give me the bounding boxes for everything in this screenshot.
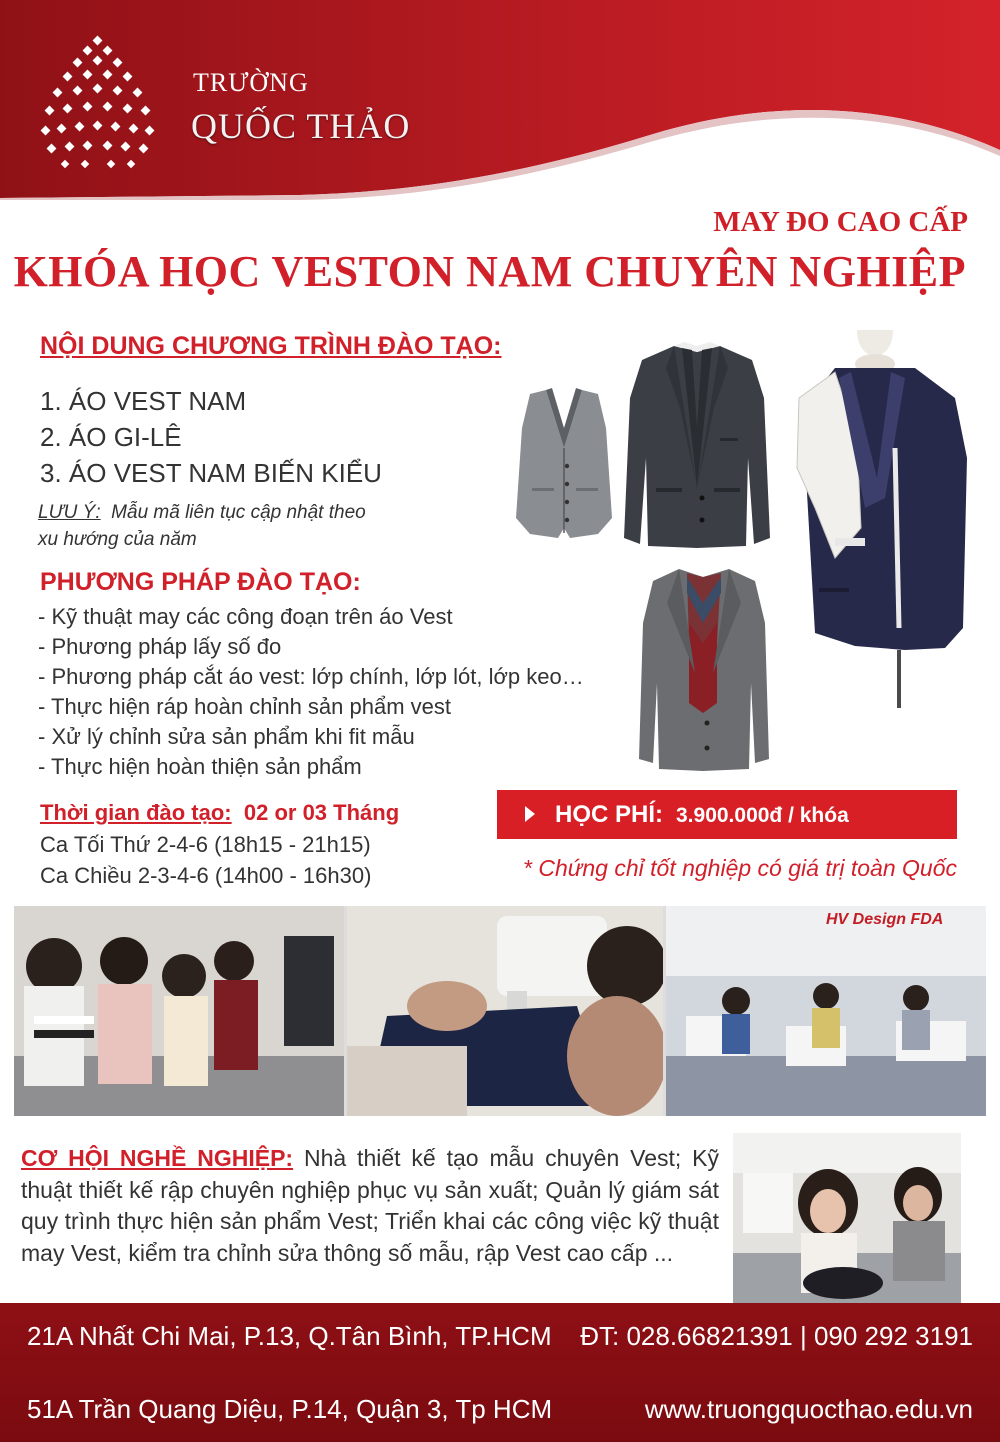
logo-text-big: QUỐC THẢO <box>191 106 411 146</box>
note <box>38 499 366 553</box>
classroom-photo <box>14 906 344 1116</box>
brand-watermark: HV Design FDA <box>826 911 944 928</box>
footer <box>0 1303 1000 1442</box>
career-text: Nhà thiết kế tạo mẫu chuyên Vest; Kỹ thuật thiết kế rập chuyên nghiệp phục vụ sản xuất; Quản lý giám sát quy trình thực hiện sản phẩm Vest; Triển khai các công việc kỹ thuật may Vest, kiểm tra chỉnh sửa thông số mẫu, rập Vest cao cấp ... <box>21 1145 719 1266</box>
certificate-note: * Chứng chỉ tốt nghiệp có giá trị toàn Quốc <box>523 855 957 881</box>
phone: ĐT: 028.66821391 | 090 292 3191 <box>580 1321 973 1351</box>
method-item: - Kỹ thuật may các công đoạn trên áo Vest <box>38 604 453 629</box>
address-2: 51A Trần Quang Diệu, P.14, Quận 3, Tp HCM <box>27 1394 553 1424</box>
method-item: - Thực hiện hoàn thiện sản phẩm <box>38 754 362 779</box>
students-sewing-photo <box>733 1133 961 1305</box>
method-list <box>38 602 584 782</box>
content-list <box>40 383 382 491</box>
photo-strip <box>14 906 986 1116</box>
wool-coat-image <box>637 563 772 773</box>
logo-diamond-icon <box>38 35 158 175</box>
sewing-photo <box>347 906 663 1116</box>
vest-waistcoat-image <box>510 388 618 540</box>
shift-afternoon: Ca Chiều 2-3-4-6 (14h00 - 16h30) <box>40 863 372 888</box>
website-link[interactable]: www.truongquocthao.edu.vn <box>644 1394 973 1424</box>
career-paragraph <box>21 1143 719 1269</box>
workshop-photo <box>666 906 986 1116</box>
fee-label: HỌC PHÍ: <box>555 801 663 828</box>
method-item: - Phương pháp lấy số đo <box>38 634 282 659</box>
method-item: - Xử lý chỉnh sửa sản phẩm khi fit mẫu <box>38 724 415 749</box>
career-heading: CƠ HỘI NGHỀ NGHIỆP: <box>21 1145 294 1171</box>
mannequin-jacket-image <box>795 328 975 708</box>
content-item: 1. ÁO VEST NAM <box>40 386 247 416</box>
fee-value: 3.900.000đ / khóa <box>676 804 849 827</box>
tagline: MAY ĐO CAO CẤP <box>713 206 968 238</box>
triangle-arrow-icon <box>525 806 535 822</box>
content-heading: NỘI DUNG CHƯƠNG TRÌNH ĐÀO TẠO: <box>40 332 502 360</box>
schedule-duration: 02 or 03 Tháng <box>243 800 400 825</box>
method-item: - Phương pháp cắt áo vest: lớp chính, lớp lót, lớp keo… <box>38 664 584 689</box>
note-text: Mẫu mã liên tục cập nhật theo <box>111 502 366 523</box>
course-title: KHÓA HỌC VESTON NAM CHUYÊN NGHIỆP <box>13 247 966 296</box>
note-text-2: xu hướng của năm <box>38 529 197 550</box>
content-item: 3. ÁO VEST NAM BIẾN KIỂU <box>40 458 382 488</box>
schedule-label: Thời gian đào tạo: <box>40 800 232 825</box>
shift-evening: Ca Tối Thứ 2-4-6 (18h15 - 21h15) <box>40 832 371 857</box>
address-1: 21A Nhất Chi Mai, P.13, Q.Tân Bình, TP.HCM <box>27 1321 552 1351</box>
fee-banner <box>497 790 957 839</box>
schedule-heading <box>40 800 399 826</box>
content-item: 2. ÁO GI-LÊ <box>40 422 182 452</box>
logo-text-small: TRƯỜNG <box>193 68 309 97</box>
note-label: LƯU Ý: <box>38 502 101 523</box>
method-heading: PHƯƠNG PHÁP ĐÀO TẠO: <box>40 568 361 596</box>
suit-jacket-image <box>622 338 772 550</box>
method-item: - Thực hiện ráp hoàn chỉnh sản phẩm vest <box>38 694 452 719</box>
